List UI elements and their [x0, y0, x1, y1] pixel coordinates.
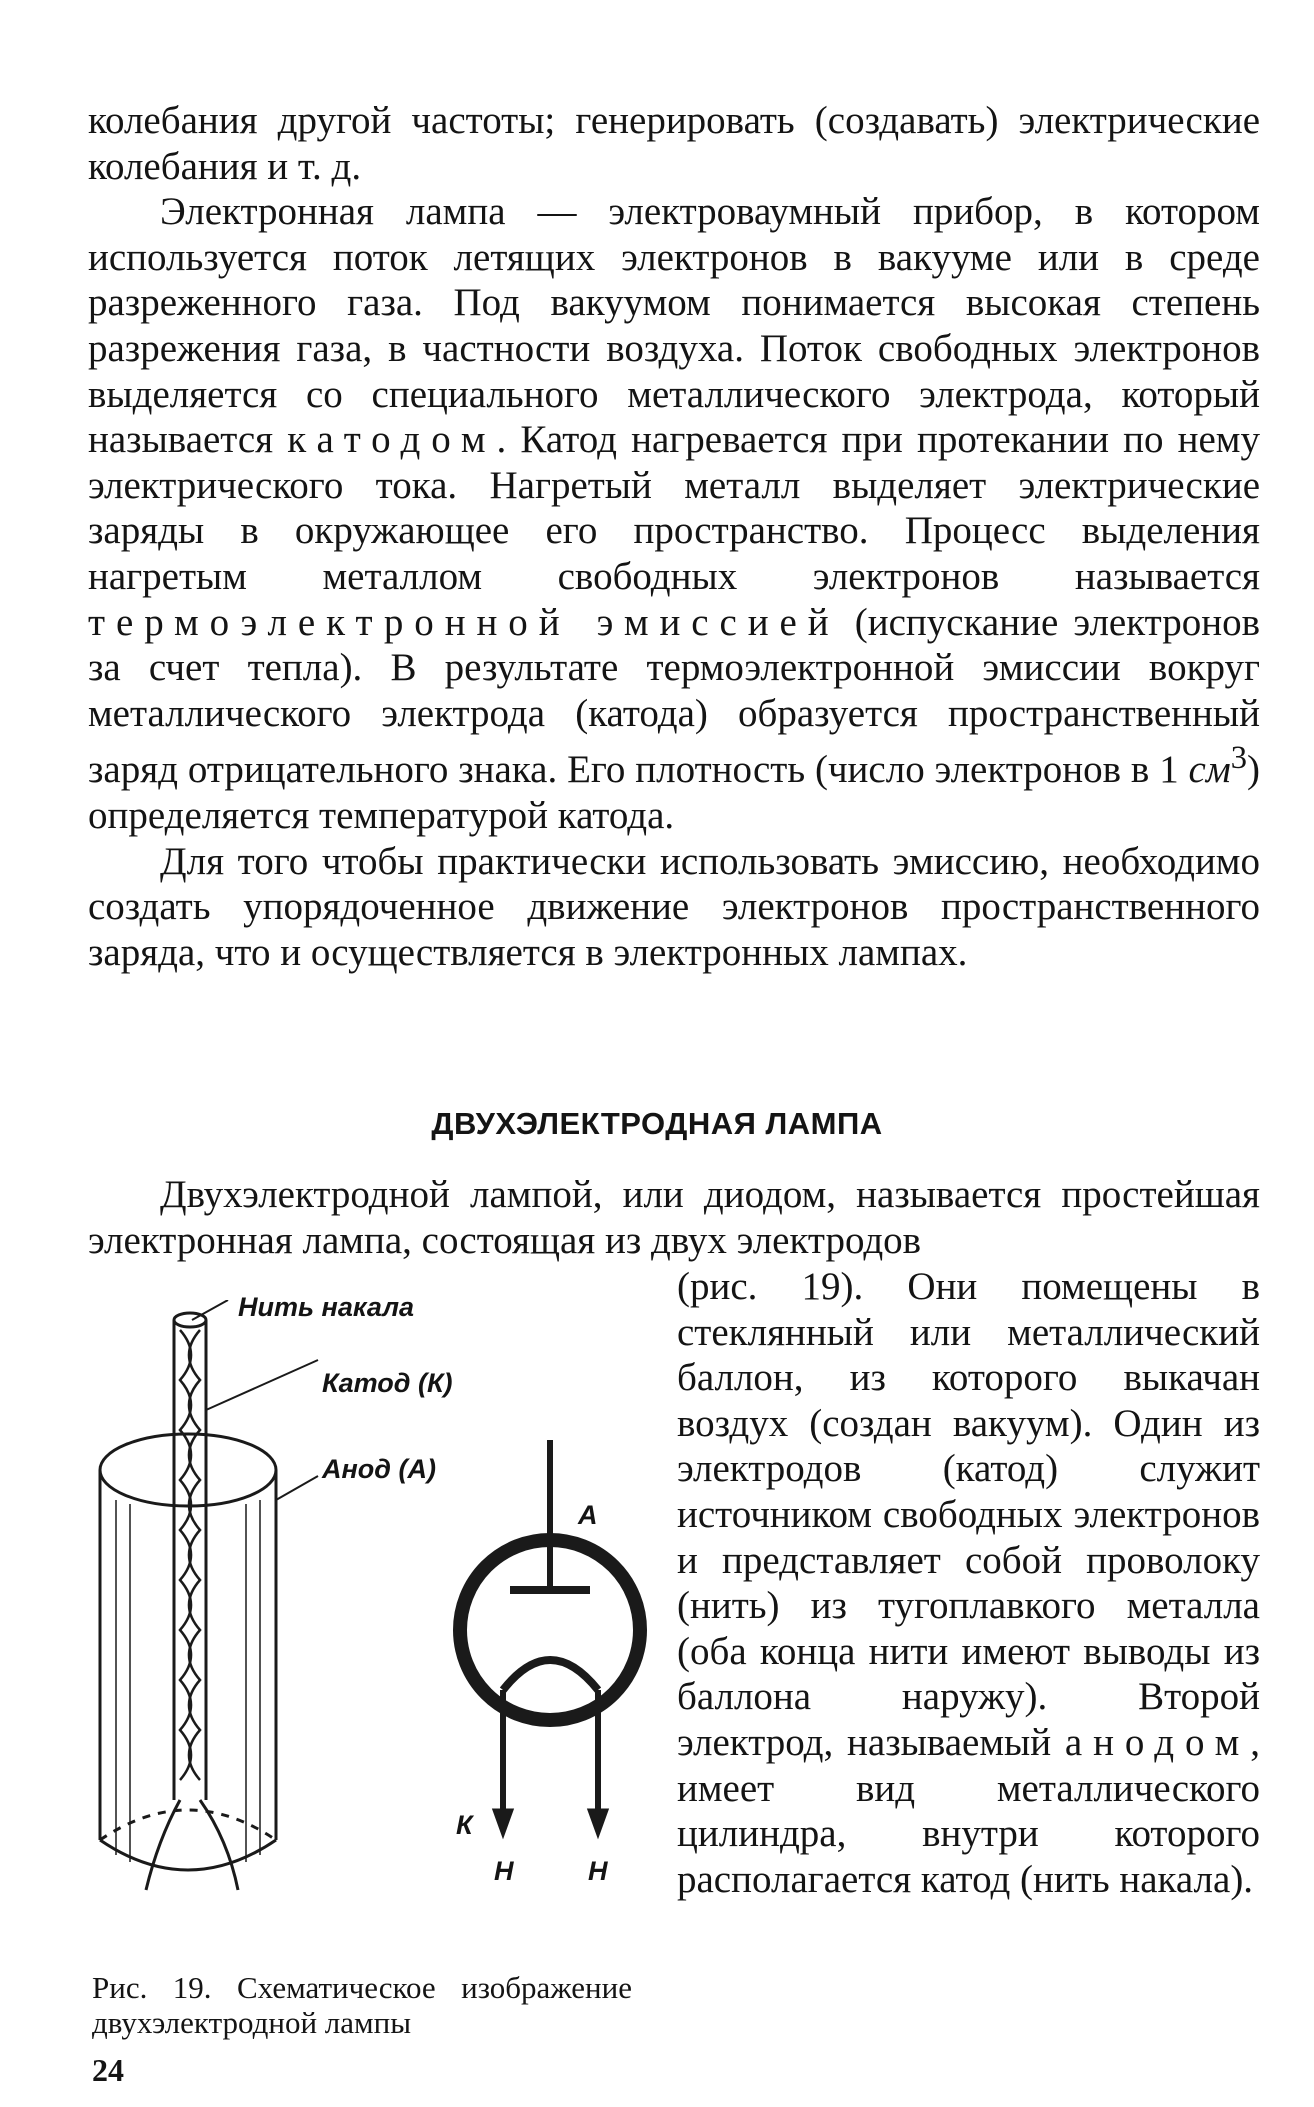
- leader-anode: [276, 1476, 318, 1500]
- symbol-label-anode: А: [578, 1500, 598, 1530]
- right-column-text: [677, 1264, 1260, 1902]
- paragraph-1: колебания другой частоты; генерировать (создавать) электрические колебания и т. д.: [88, 99, 1260, 188]
- filament-lead-right: [200, 1800, 238, 1890]
- symbol-label-cathode: К: [456, 1810, 473, 1840]
- paragraph-2-part-b: . Катод нагревается при протекании по нему электрического тока. Нагретый металл выделяет электрические заряды в окружающее его пространство. Процесс выделения нагретым металлом свободных электронов называется: [88, 418, 1260, 598]
- term-cathode: катодом: [287, 418, 497, 462]
- paragraph-4: Двухэлектродной лампой, или диодом, называется простейшая электронная лампа, состоящая из двух электродов: [88, 1173, 1260, 1262]
- symbol-label-heater-right: Н: [588, 1856, 608, 1886]
- right-column-part-b: , имеет вид металлического цилиндра, внутри которого располагается катод (нить накала).: [677, 1720, 1260, 1901]
- figure-caption: Рис. 19. Схематическое изображение двухэлектродной лампы: [92, 1970, 632, 2040]
- leader-filament: [192, 1300, 228, 1320]
- label-anode: Анод (А): [322, 1454, 436, 1484]
- paragraph-2: [88, 189, 1260, 838]
- unit-superscript: 3: [1230, 740, 1247, 777]
- anode-bottom-hidden-arc: [100, 1810, 276, 1840]
- diode-illustration: [88, 1300, 648, 1960]
- right-column-part-a: (рис. 19). Они помещены в стеклянный или металлический баллон, из которого выкачан воздух (создан вакуум). Один из электродов (катод) служит источником свободных электронов и представляет собой проволоку (нить) из тугоплавкого металла (оба конца нити имеют выводы из баллона наружу). Второй электрод, называемый: [677, 1265, 1260, 1764]
- body-text-top: [88, 98, 1260, 975]
- label-filament: Нить накала: [238, 1292, 415, 1322]
- term-thermionic-emission: термоэлектронной эмиссией: [88, 600, 840, 644]
- label-cathode: Катод (К): [322, 1368, 453, 1398]
- paragraph-2-part-c: (испускание электронов за счет тепла). В результате термоэлектронной эмиссии вокруг металлического электрода (катода) образуется пространственный заряд отрицательного знака. Его плотность (число электронов в 1: [88, 600, 1260, 792]
- section-heading: ДВУХЭЛЕКТРОДНАЯ ЛАМПА: [431, 1106, 883, 1141]
- leader-cathode: [206, 1360, 318, 1410]
- paragraph-2-part-a: Электронная лампа — электроваумный прибор, в котором используется поток летящих электронов в вакууме или в среде разреженного газа. Под вакуумом понимается высокая степень разрежения газа, в частности воздуха. Поток свободных электронов выделяется со специального металлического электрода, который называется: [88, 190, 1260, 462]
- symbol-label-heater-left: Н: [494, 1856, 514, 1886]
- figure-19: [88, 1292, 648, 1960]
- paragraph-4-block: [88, 1172, 1260, 1263]
- paragraph-2-part-d: ) определяется температурой катода.: [88, 748, 1260, 837]
- tube-symbol-arrow-right: [589, 1810, 607, 1835]
- page-number: 24: [92, 2052, 124, 2088]
- unit-cm: см: [1188, 748, 1231, 792]
- term-anode: анодом: [1064, 1720, 1251, 1764]
- anode-bottom-arc: [100, 1840, 276, 1870]
- paragraph-3: Для того чтобы практически использовать эмиссию, необходимо создать упорядоченное движение электронов пространственного заряда, что и осуществляется в электронных лампах.: [88, 839, 1260, 974]
- tube-symbol-arrow-left: [494, 1810, 512, 1835]
- tube-symbol-heater-arc: [503, 1660, 598, 1690]
